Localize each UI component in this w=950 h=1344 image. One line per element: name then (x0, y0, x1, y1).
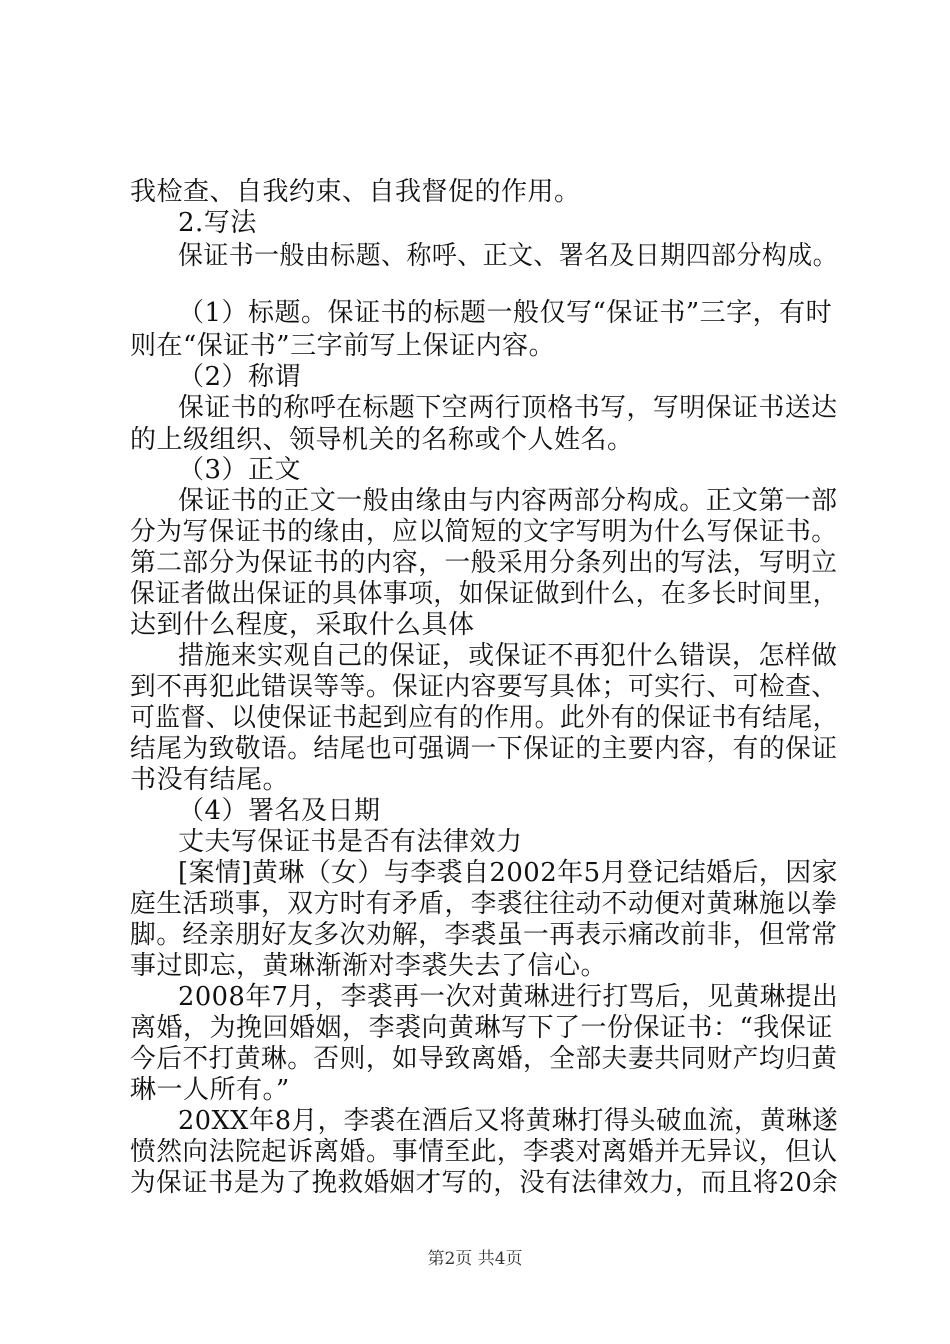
body-line: 分为写保证书的缘由，应以简短的文字写明为什么写保证书。 (130, 517, 838, 547)
body-line: 保证书的正文一般由缘由与内容两部分构成。正文第一部 (178, 486, 838, 516)
subsection-heading: （2）称谓 (178, 362, 302, 392)
body-line: 保证者做出保证的具体事项，如保证做到什么，在多长时间里， (130, 579, 839, 609)
body-line: 结尾为致敬语。结尾也可强调一下保证的主要内容，有的保证 (130, 734, 838, 764)
subsection-heading: （4）署名及日期 (178, 796, 381, 826)
subsection-heading: （3）正文 (178, 455, 302, 485)
body-line: 事过即忘，黄琳渐渐对李裘失去了信心。 (130, 951, 608, 981)
body-line: 则在“保证书”三字前写上保证内容。 (130, 331, 556, 361)
body-line: 2008年7月，李裘再一次对黄琳进行打骂后，见黄琳提出 (178, 982, 839, 1012)
article-title: 丈夫写保证书是否有法律效力 (178, 827, 523, 857)
page-footer: 第2页 共4页 (427, 1249, 523, 1269)
body-line: 的上级组织、领导机关的名称或个人姓名。 (130, 425, 634, 455)
body-line: 琳一人所有。” (130, 1075, 290, 1105)
body-line: 愤然向法院起诉离婚。事情至此，李裘对离婚并无异议，但认 (130, 1137, 838, 1167)
body-line: 20XX年8月，李裘在酒后又将黄琳打得头破血流，黄琳遂 (178, 1106, 839, 1136)
body-line: 书没有结尾。 (130, 765, 290, 795)
body-line: [案情]黄琳（女）与李裘自2002年5月登记结婚后，因家 (178, 858, 839, 888)
body-line: 到不再犯此错误等等。保证内容要写具体；可实行、可检查、 (130, 672, 838, 702)
body-line: 保证书的称呼在标题下空两行顶格书写，写明保证书送达 (178, 393, 838, 423)
body-line: 第二部分为保证书的内容，一般采用分条列出的写法，写明立 (130, 548, 838, 578)
body-line: 可监督、以使保证书起到应有的作用。此外有的保证书有结尾， (130, 703, 839, 733)
body-line: 我检查、自我约束、自我督促的作用。 (130, 177, 581, 207)
body-line: 庭生活琐事，双方时有矛盾，李裘往往动不动便对黄琳施以拳 (130, 889, 838, 919)
body-line: 脚。经亲朋好友多次劝解，李裘虽一再表示痛改前非，但常常 (130, 920, 838, 950)
body-line: 保证书一般由标题、称呼、正文、署名及日期四部分构成。 (178, 241, 839, 271)
body-line: （1）标题。保证书的标题一般仅写“保证书”三字，有时 (178, 298, 833, 328)
body-line: 离婚，为挽回婚姻，李裘向黄琳写下了一份保证书：“我保证 (130, 1013, 833, 1043)
body-line: 今后不打黄琳。否则，如导致离婚，全部夫妻共同财产均归黄 (130, 1044, 838, 1074)
body-line: 措施来实观自己的保证，或保证不再犯什么错误，怎样做 (178, 641, 838, 671)
section-heading: 2.写法 (178, 208, 257, 238)
body-line: 达到什么程度，采取什么具体 (130, 610, 475, 640)
body-line: 为保证书是为了挽救婚姻才写的，没有法律效力，而且将20余 (130, 1168, 839, 1198)
